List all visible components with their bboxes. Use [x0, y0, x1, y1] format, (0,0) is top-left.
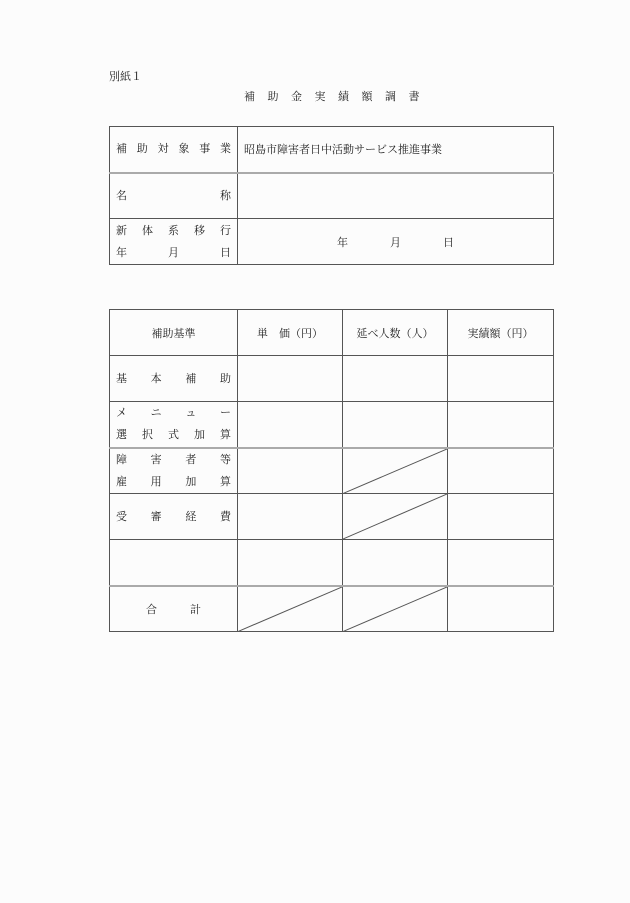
doc-label: 別紙１: [109, 70, 142, 83]
label-transition-date: 新 体 系 移 行 年 月 日: [110, 219, 238, 265]
value-name[interactable]: [238, 173, 554, 219]
value-cell[interactable]: [343, 402, 448, 448]
row-label: メ ニ ュ ー 選 択 式 加 算: [110, 402, 238, 448]
value-cell[interactable]: [448, 494, 554, 540]
value-transition-date[interactable]: 年 月 日: [238, 219, 554, 265]
header-1: 単 価（円）: [238, 310, 343, 356]
row-label: 合 計: [110, 586, 238, 632]
row-label: 受 審 経 費: [110, 494, 238, 540]
value-cell[interactable]: [238, 402, 343, 448]
value-cell[interactable]: [343, 356, 448, 402]
table-row: [110, 494, 554, 540]
value-cell: [343, 586, 448, 632]
value-cell[interactable]: [238, 540, 343, 586]
row-label: 障 害 者 等 雇 用 加 算: [110, 448, 238, 494]
results-table: [109, 309, 554, 632]
value-cell[interactable]: [343, 540, 448, 586]
value-cell: [343, 494, 448, 540]
value-cell: [343, 448, 448, 494]
value-cell: [238, 586, 343, 632]
value-project[interactable]: 昭島市障害者日中活動サービス推進事業: [238, 127, 554, 173]
header-3: 実績額（円）: [448, 310, 554, 356]
diagonal-strike: [343, 587, 447, 632]
diagonal-strike: [343, 449, 447, 494]
value-cell[interactable]: [238, 356, 343, 402]
diagonal-strike: [343, 494, 447, 539]
row-label: 基 本 補 助: [110, 356, 238, 402]
doc-title: 補助金実績額調書: [244, 90, 432, 103]
value-cell[interactable]: [448, 356, 554, 402]
header-0: 補助基準: [110, 310, 238, 356]
row-label: [110, 540, 238, 586]
table-row: [110, 448, 554, 494]
info-table: [109, 126, 554, 265]
table-row: [110, 586, 554, 632]
table-row: [110, 356, 554, 402]
value-cell[interactable]: [448, 448, 554, 494]
value-cell[interactable]: [448, 540, 554, 586]
header-2: 延べ人数（人）: [343, 310, 448, 356]
table-row: [110, 540, 554, 586]
value-cell[interactable]: [238, 494, 343, 540]
diagonal-strike: [238, 587, 342, 632]
value-cell[interactable]: [448, 586, 554, 632]
value-cell[interactable]: [238, 448, 343, 494]
value-cell[interactable]: [448, 402, 554, 448]
table-row: [110, 402, 554, 448]
label-project: 補 助 対 象 事 業: [110, 127, 238, 173]
label-name: 名 称: [110, 173, 238, 219]
